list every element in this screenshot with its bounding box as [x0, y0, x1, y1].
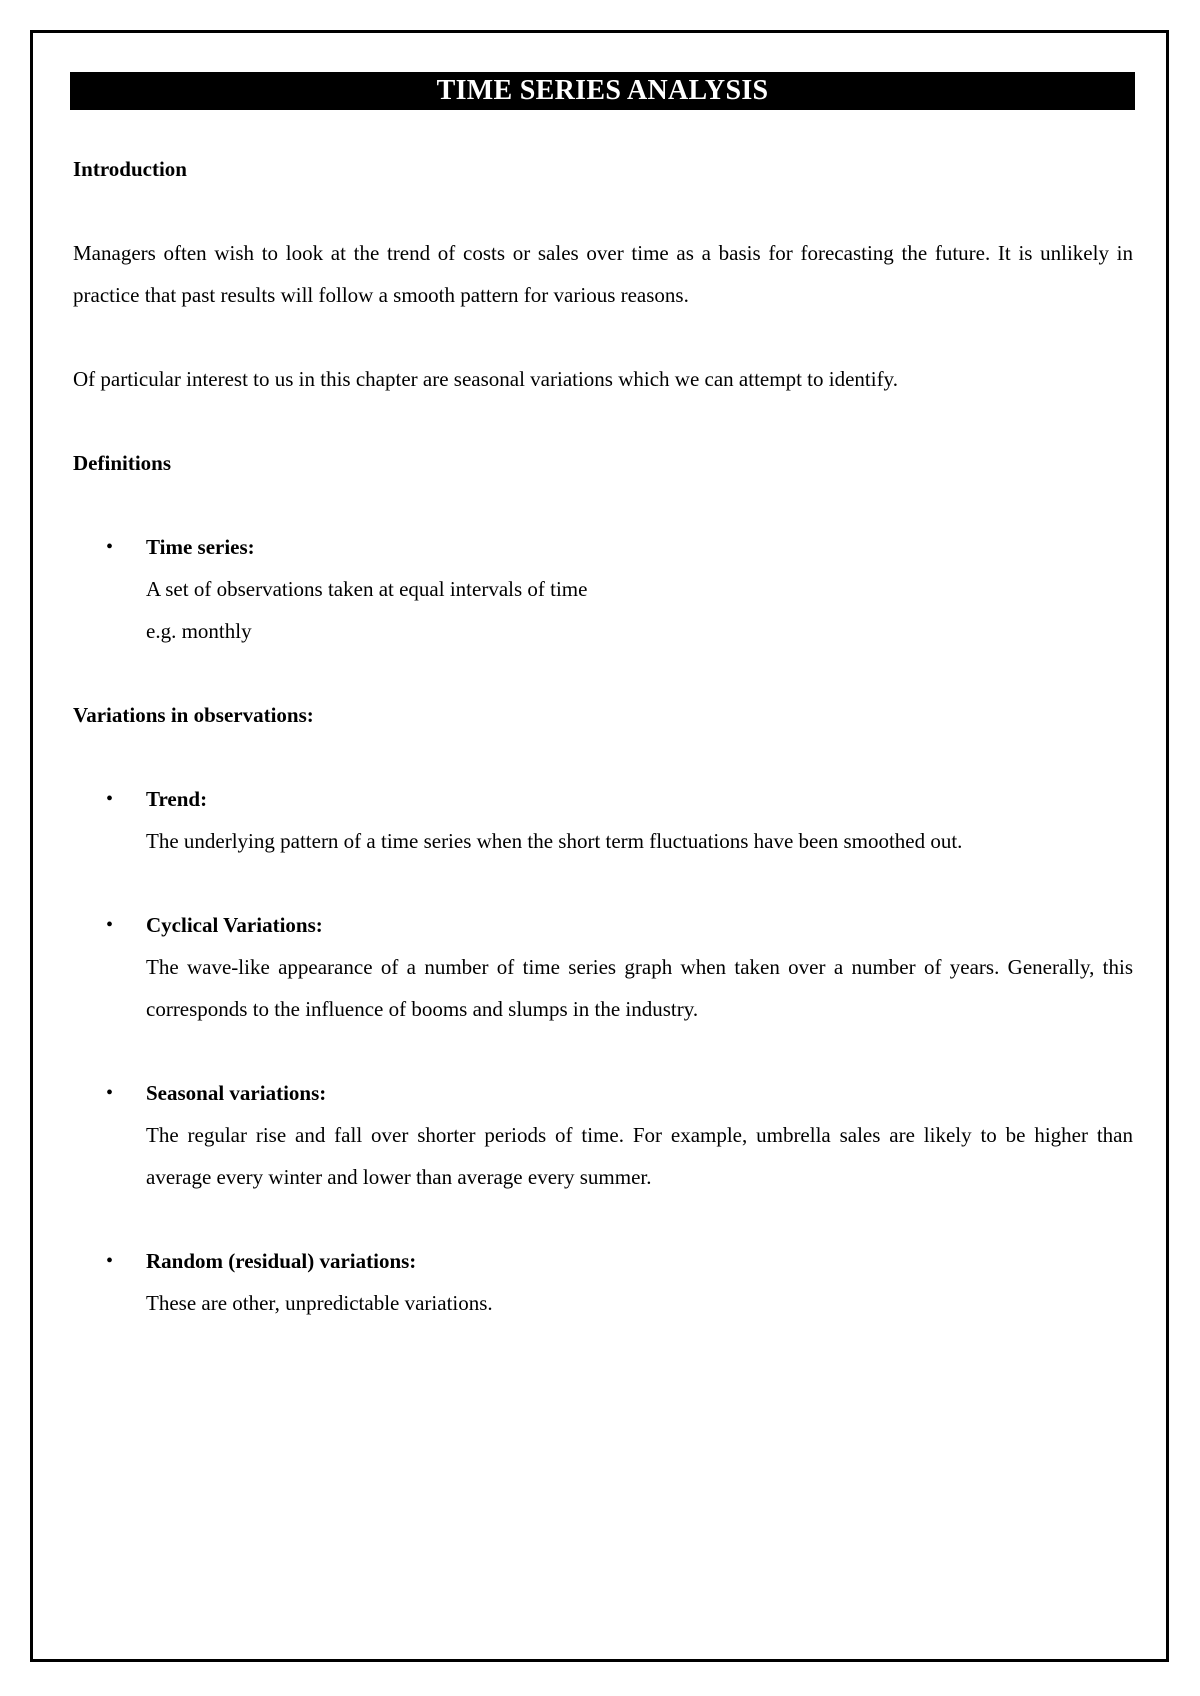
variation-term: Seasonal variations: — [146, 1081, 327, 1105]
document-body — [73, 148, 1133, 1324]
variation-term: Trend: — [146, 787, 208, 811]
variation-item-trend — [73, 778, 1133, 862]
variation-item-random — [73, 1240, 1133, 1324]
variation-description: These are other, unpredictable variations. — [146, 1291, 493, 1315]
bullet-icon: • — [106, 536, 114, 558]
bullet-icon: • — [106, 788, 114, 810]
variation-description: The regular rise and fall over shorter periods of time. For example, umbrella sales are likely to be higher than average every winter and lower than average every summer. — [146, 1123, 1133, 1189]
bullet-icon: • — [106, 1082, 114, 1104]
variation-item-seasonal — [73, 1072, 1133, 1198]
variations-heading: Variations in observations: — [73, 703, 314, 727]
variation-item-cyclical — [73, 904, 1133, 1030]
variation-description: The wave-like appearance of a number of time series graph when taken over a number of years. Generally, this corresponds to the influence of booms and slumps in the industry. — [146, 955, 1133, 1021]
variation-term: Cyclical Variations: — [146, 913, 323, 937]
bullet-icon: • — [106, 914, 114, 936]
variation-description: The underlying pattern of a time series when the short term fluctuations have been smoothed out. — [146, 829, 963, 853]
page-title: TIME SERIES ANALYSIS — [70, 72, 1135, 110]
definition-term: Time series: — [146, 535, 255, 559]
definition-line: e.g. monthly — [146, 619, 252, 643]
introduction-paragraph-2: Of particular interest to us in this chapter are seasonal variations which we can attempt to identify. — [73, 367, 898, 391]
introduction-paragraph-1: Managers often wish to look at the trend of costs or sales over time as a basis for forecasting the future. It is unlikely in practice that past results will follow a smooth pattern for various reasons. — [73, 241, 1133, 307]
definition-item-time-series — [73, 526, 1133, 652]
definition-line: A set of observations taken at equal intervals of time — [146, 577, 588, 601]
definitions-heading: Definitions — [73, 451, 172, 475]
introduction-heading: Introduction — [73, 157, 187, 181]
variation-term: Random (residual) variations: — [146, 1249, 417, 1273]
bullet-icon: • — [106, 1250, 114, 1272]
